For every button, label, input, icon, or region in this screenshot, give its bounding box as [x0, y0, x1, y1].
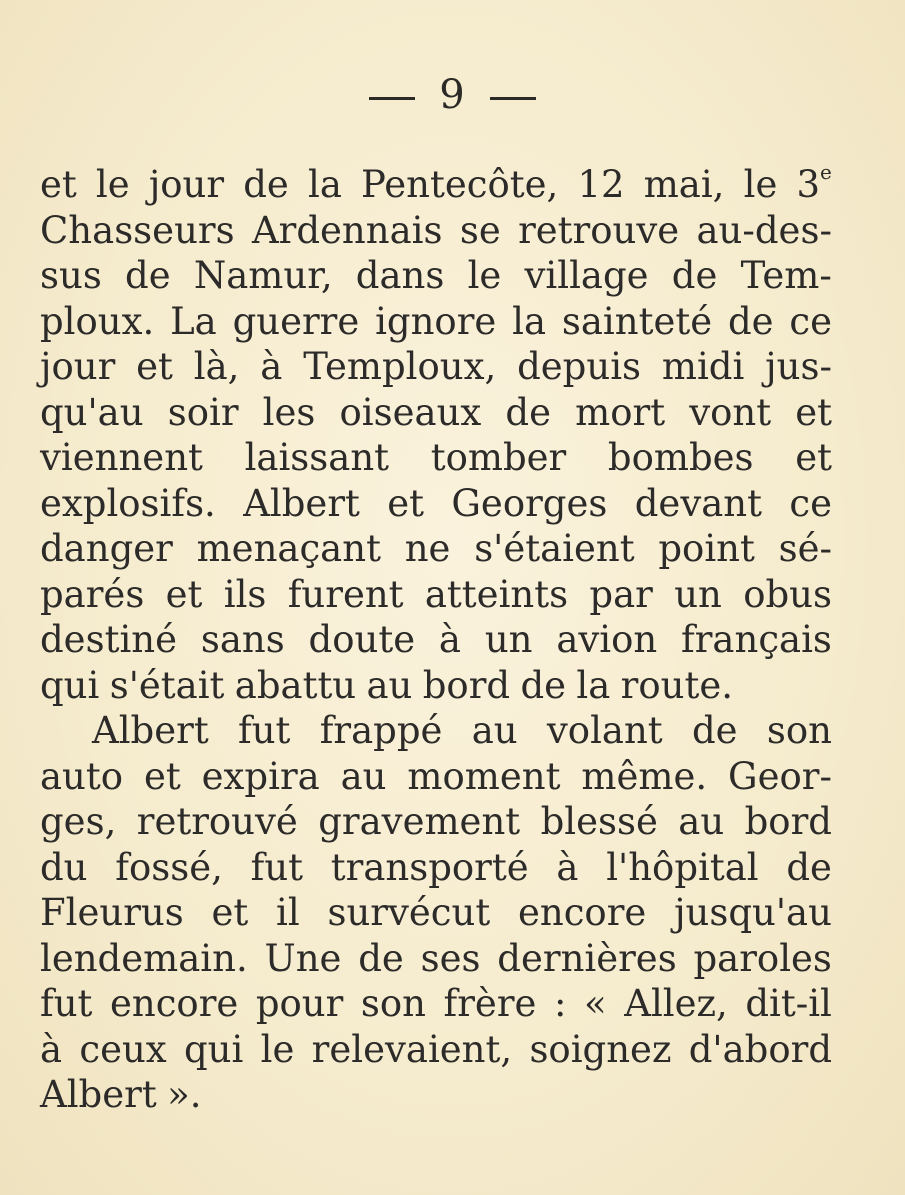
word: moment — [407, 754, 561, 798]
word: retrouve — [518, 208, 680, 252]
word: du — [40, 845, 88, 889]
word: son — [766, 709, 832, 752]
word: l'hôpital — [606, 845, 759, 889]
word: soignez — [529, 1027, 672, 1071]
word: transporté — [330, 845, 529, 889]
word: de — [243, 163, 289, 206]
word: Temploux, — [303, 345, 497, 388]
word: tomber — [430, 436, 567, 479]
word: 3e — [796, 160, 832, 206]
word: Fleurus — [40, 891, 184, 934]
word: ses — [420, 936, 481, 980]
word: ges, — [40, 800, 117, 843]
word: sus — [40, 254, 102, 297]
word: il — [276, 891, 300, 934]
word: atteints — [424, 572, 569, 616]
word: et — [165, 572, 203, 616]
word: Chasseurs — [40, 208, 235, 252]
word: de — [358, 936, 404, 980]
word: 12 — [577, 163, 625, 206]
word: la — [307, 163, 342, 206]
word: « — [584, 982, 607, 1025]
word: frappé — [319, 709, 443, 752]
text-line — [40, 663, 832, 709]
word: bord — [422, 663, 511, 707]
word: fut — [250, 845, 304, 889]
page-number — [0, 72, 905, 118]
word: Albert — [40, 1073, 157, 1116]
text-line — [40, 481, 832, 527]
word: paroles — [693, 936, 832, 980]
word: à — [438, 618, 461, 661]
text-line — [40, 344, 832, 390]
word: qu'au — [40, 390, 144, 434]
word: lendemain. — [40, 936, 248, 980]
word: jusqu'au — [674, 891, 832, 934]
word: ignore — [375, 299, 497, 343]
word: d'abord — [688, 1027, 832, 1071]
word: doute — [308, 618, 416, 661]
word: jour — [40, 345, 116, 388]
word: Georges — [451, 481, 608, 525]
word: vont — [689, 390, 772, 434]
word: village — [524, 254, 649, 297]
word: soir — [167, 390, 239, 434]
word: blessé — [540, 800, 658, 843]
word: à — [260, 345, 283, 388]
word: Pentecôte, — [361, 163, 559, 206]
word: de — [727, 299, 774, 343]
word: de — [691, 709, 738, 752]
word: s'était — [109, 663, 225, 707]
word: au — [678, 800, 725, 843]
word: au — [340, 754, 387, 798]
text-line — [40, 617, 832, 663]
word: frère — [443, 982, 537, 1025]
word: laissant — [244, 436, 390, 479]
text-line — [40, 754, 832, 800]
word: : — [553, 982, 567, 1025]
text-line — [40, 435, 832, 481]
text-line — [40, 162, 832, 208]
word: qui — [40, 663, 100, 707]
text-line — [40, 1072, 832, 1118]
text-line — [40, 390, 832, 436]
word: le — [95, 163, 130, 206]
word: La — [170, 299, 217, 343]
word: s'étaient — [474, 527, 635, 570]
word: Tem- — [740, 254, 832, 297]
word: ne — [404, 527, 451, 570]
word: expira — [201, 754, 320, 798]
text-line — [40, 890, 832, 936]
word: au-des- — [696, 208, 832, 252]
word: au — [471, 709, 518, 752]
word: volant — [546, 709, 663, 752]
word: et — [143, 754, 181, 798]
word: par — [589, 572, 653, 616]
word: le — [260, 1027, 295, 1071]
page-number-value: 9 — [439, 72, 466, 118]
word: de — [520, 663, 567, 707]
word: jus- — [765, 345, 832, 388]
word: explosifs. — [40, 481, 216, 525]
word: point — [658, 527, 755, 570]
word: midi — [661, 345, 745, 388]
word: auto — [40, 754, 124, 798]
text-line — [40, 208, 832, 254]
word: route. — [620, 663, 733, 707]
word: oiseaux — [339, 390, 482, 434]
text-line — [40, 799, 832, 845]
text-line — [40, 845, 832, 891]
word: ceux — [79, 1027, 167, 1071]
word: ils — [223, 572, 267, 616]
word: qui — [183, 1027, 244, 1071]
word: mai, — [643, 163, 725, 206]
text-line — [40, 572, 832, 618]
word: ». — [167, 1073, 202, 1116]
word: un — [674, 572, 722, 616]
word: sé- — [778, 527, 832, 570]
word: se — [459, 208, 501, 252]
word: ce — [789, 299, 832, 343]
word: guerre — [232, 299, 360, 343]
word: dit-il — [745, 982, 832, 1025]
word: et — [795, 390, 832, 434]
word: Allez, — [624, 982, 728, 1025]
word: ce — [789, 481, 832, 525]
word: devant — [634, 481, 762, 525]
word: Geor- — [728, 754, 832, 798]
word: fut — [238, 709, 291, 752]
word: la — [512, 299, 547, 343]
word: et — [387, 481, 425, 525]
word: sainteté — [561, 299, 713, 343]
word: obus — [743, 572, 832, 616]
word: parés — [40, 572, 145, 616]
word: à — [40, 1027, 63, 1071]
word: Ardennais — [251, 208, 443, 252]
text-line — [40, 526, 832, 572]
word: même. — [581, 754, 708, 798]
word: abattu — [234, 663, 357, 707]
word: retrouvé — [136, 800, 298, 843]
word: avion — [556, 618, 658, 661]
word: relevaient, — [311, 1027, 513, 1071]
word: et — [211, 891, 249, 934]
word: bombes — [607, 436, 754, 479]
word: fut — [40, 982, 93, 1025]
word: viennent — [40, 436, 203, 479]
word: encore — [517, 891, 647, 934]
word: au — [366, 663, 413, 707]
word: encore — [109, 982, 239, 1025]
word: menaçant — [196, 527, 381, 570]
word: les — [262, 390, 316, 434]
text-line — [40, 299, 832, 345]
word: de — [786, 845, 832, 889]
dash-left — [369, 97, 415, 100]
body-text — [40, 162, 832, 1118]
word: furent — [287, 572, 404, 616]
word: Albert — [243, 481, 360, 525]
word: gravement — [318, 800, 521, 843]
word: jour — [148, 163, 225, 206]
dash-right — [490, 97, 536, 100]
text-line — [40, 253, 832, 299]
word: de — [125, 254, 171, 297]
word: danger — [40, 527, 173, 570]
word: le — [467, 254, 502, 297]
word: son — [360, 982, 426, 1025]
word: mort — [575, 390, 666, 434]
word: dernières — [497, 936, 677, 980]
word: depuis — [517, 345, 642, 388]
text-line — [40, 1027, 832, 1073]
word: Namur, — [193, 254, 333, 297]
text-line — [40, 936, 832, 982]
ordinal-suffix: e — [820, 160, 832, 184]
word: un — [484, 618, 533, 661]
word: Une — [264, 936, 342, 980]
word: bord — [744, 800, 832, 843]
word: sans — [200, 618, 285, 661]
text-line — [40, 981, 832, 1027]
word: de — [671, 254, 718, 297]
word: et — [136, 345, 173, 388]
word: et — [40, 163, 77, 206]
text-line — [40, 708, 832, 754]
word: de — [505, 390, 551, 434]
word: Albert — [92, 709, 209, 752]
word: à — [556, 845, 579, 889]
word: là, — [193, 345, 240, 388]
word: français — [681, 618, 832, 661]
word: survécut — [327, 891, 491, 934]
word: le — [743, 163, 778, 206]
word: dans — [355, 254, 445, 297]
word: pour — [255, 982, 344, 1025]
word: la — [576, 663, 611, 707]
word: fossé, — [115, 845, 223, 889]
word: destiné — [40, 618, 177, 661]
word: ploux. — [40, 299, 155, 343]
word: et — [795, 436, 832, 479]
